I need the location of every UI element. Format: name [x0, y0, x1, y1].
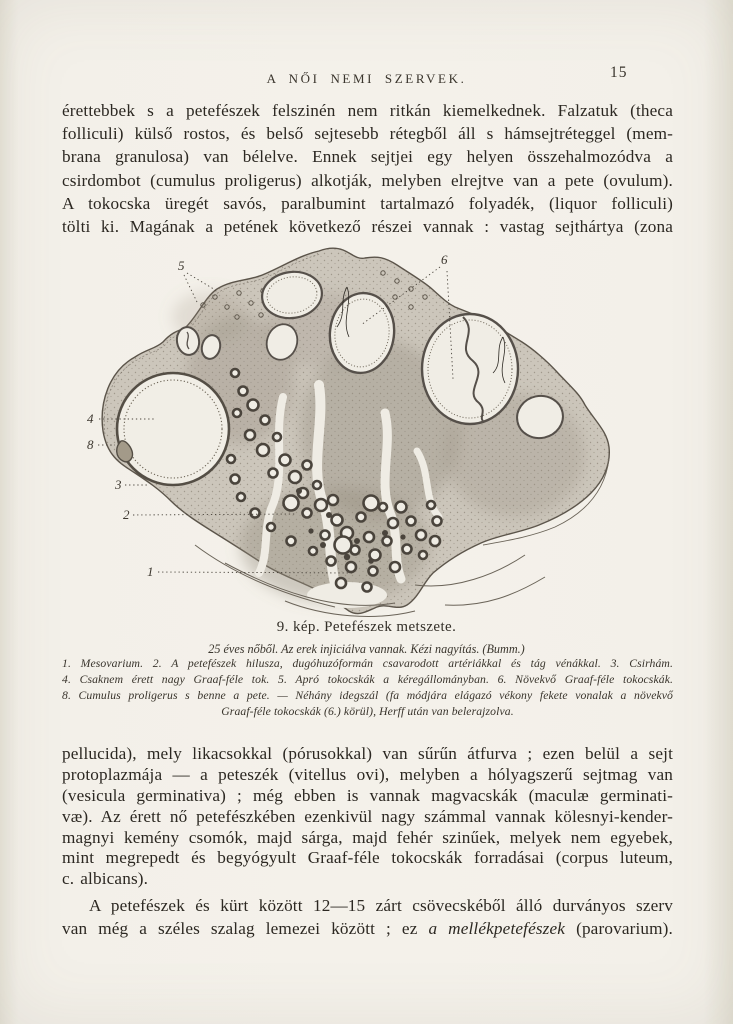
text-line: Graaf-féle tokocskák (6.) körül), Herff után van belerajzolva. [221, 705, 514, 718]
paragraph-middle [62, 744, 673, 890]
page-number: 15 [610, 64, 628, 81]
text-segment: a mellékpetefészek [428, 919, 566, 939]
text-line: protoplazmája — a peteszék (vitellus ovi), melyben a hólyagszerű sejtmag van [62, 764, 673, 784]
text-line: væ). Az érett nő petefészkében ezenkivül nagy számmal vannak kölesnyi-kender- [62, 806, 673, 826]
figure-illustration [80, 245, 660, 623]
text-line: A petefészek és kürt között 12—15 zárt csövecskéből álló durványos szerv [89, 896, 673, 915]
text-line: 8. Cumulus proligerus s benne a pete. — Néhány idegszál (fa módjára elágazó vékony fekete vonalak a növekvő [62, 689, 673, 702]
text-line: pellucida), mely likacsokkal (pórusokkal) van sűrűn átfurva ; ezen belül a sejt [62, 744, 673, 763]
text-line: csirdombot (cumulus proligerus) alkotják, melyben elrejtve van a pete (ovulum). [62, 170, 673, 190]
figure-label-8: 8 [87, 437, 94, 452]
text-line: 1. Mesovarium. 2. A petefészek hilusza, dugóhuzóformán csavarodott artériákkal és tág vénákkal. 3. Csirhám. [62, 657, 673, 670]
paragraph-bottom [62, 894, 673, 941]
text-line: folliculi) külső rostos, és belső sejtesebb rétegből áll s hámsejtréteggel (mem- [62, 124, 673, 144]
running-header: A NŐI NEMI SZERVEK. [266, 71, 467, 86]
figure-label-4: 4 [87, 411, 94, 426]
text-segment: van még a széles szalag lemezei között ; ez [62, 919, 429, 939]
ovary-section-drawing [80, 245, 660, 623]
text-line: magnyi kemény csomók, majd sárga, majd fehér szinűek, melyek nem egyebek, [62, 827, 673, 847]
text-line: tölti ki. Magának a petének következő részei vannak : vastag sejthártya (zona [62, 216, 673, 236]
figure-label-1: 1 [147, 564, 154, 579]
text-line [62, 917, 673, 940]
text-line: c. albicans). [62, 869, 149, 889]
text-line: brana granulosa) van bélelve. Ennek sejtjei egy helyen összehalmozódva a [62, 147, 673, 167]
figure-caption-subtitle: 25 éves nőből. Az erek injiciálva vannak. Kézi nagyítás. (Bumm.) [208, 642, 525, 656]
paragraph-top [62, 99, 673, 238]
text-line: A tokocska üregét savós, paralbumint tartalmazó folyadék, (liquor folliculi) [62, 193, 673, 213]
figure-label-6: 6 [441, 252, 448, 267]
figure-caption-title: 9. kép. Petefészek metszete. [276, 619, 457, 635]
text-line: érettebbek s a petefészek felszinén nem ritkán kiemelkednek. Falzatuk (theca [62, 101, 673, 120]
text-line: (vesicula germinativa) ; még ebben is vannak magvacskák (maculæ germinati- [62, 785, 673, 805]
figure-label-3: 3 [115, 477, 122, 492]
figure-legend [62, 656, 673, 720]
text-line: mint megrepedt és begyógyult Graaf-féle tokocskák forradásai (corpus luteum, [62, 848, 673, 868]
figure-label-5: 5 [178, 258, 185, 273]
figure-label-2: 2 [123, 507, 130, 522]
text-line: 4. Csaknem érett nagy Graaf-féle tok. 5. Apró tokocskák a kéregállományban. 6. Növekvő Graaf-féle tokocskák. [62, 673, 673, 686]
text-segment: (parovarium). [565, 919, 673, 939]
